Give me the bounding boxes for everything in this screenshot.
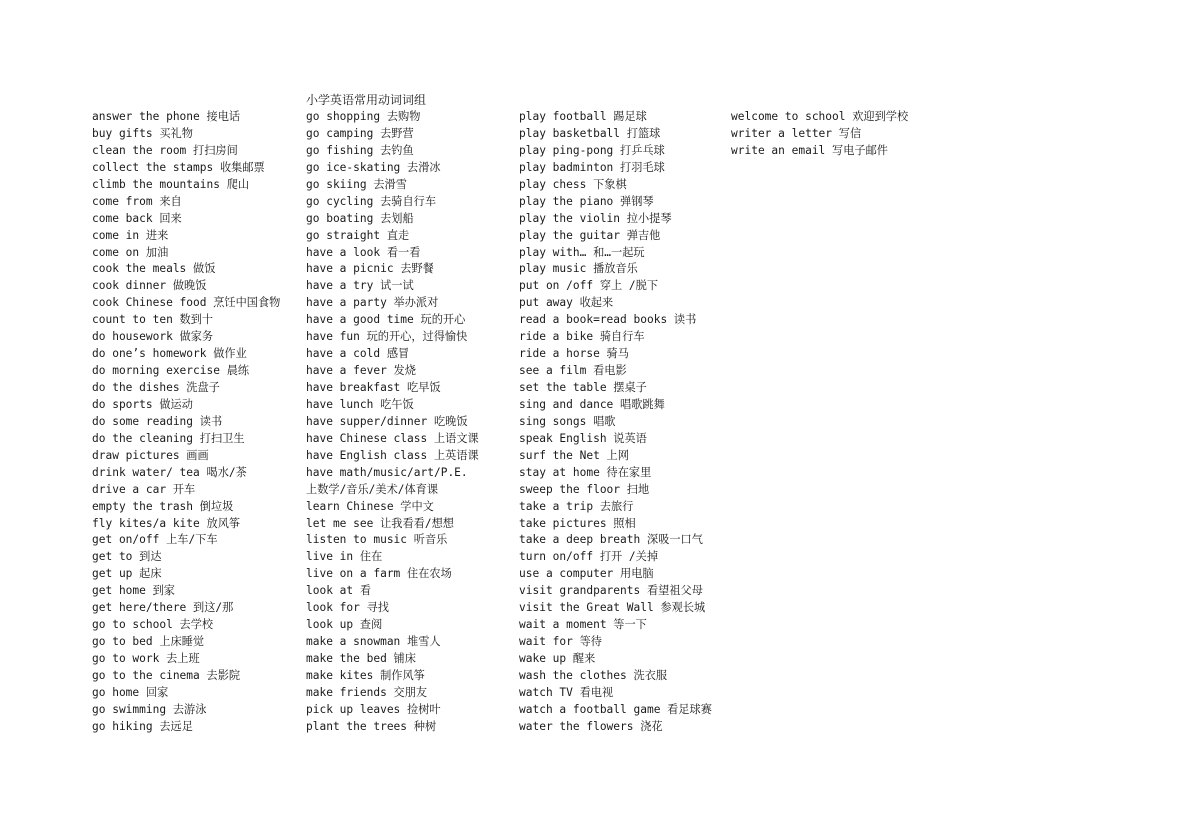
phrase-entry: go to work 去上班 <box>92 652 200 665</box>
phrase-entry: go camping 去野营 <box>306 126 414 140</box>
phrase-entry: make the bed 铺床 <box>306 652 416 665</box>
phrase-entry: look up 查阅 <box>306 618 383 632</box>
phrase-entry: collect the stamps 收集邮票 <box>92 160 265 174</box>
phrase-entry: play with… 和…一起玩 <box>519 245 645 259</box>
phrase-entry: come in 进来 <box>92 228 169 242</box>
phrase-entry: get on/off 上车/下车 <box>92 533 218 547</box>
phrase-entry: ride a bike 骑自行车 <box>519 330 645 344</box>
phrase-entry: pick up leaves 捡树叶 <box>306 702 441 716</box>
phrase-entry: play ping-pong 打乒乓球 <box>519 143 665 157</box>
phrase-entry: go to the cinema 去影院 <box>92 668 241 682</box>
phrase-entry: live in 住在 <box>306 550 383 564</box>
phrase-entry: get up 起床 <box>92 567 162 581</box>
phrase-entry: take a deep breath 深吸一口气 <box>519 533 703 547</box>
phrase-entry: go swimming 去游泳 <box>92 702 207 716</box>
phrase-column-3 <box>519 109 729 736</box>
phrase-entry: visit the Great Wall 参观长城 <box>519 601 706 615</box>
phrase-entry: stay at home 待在家里 <box>519 465 652 479</box>
phrase-entry: get to 到达 <box>92 550 162 564</box>
phrase-entry: watch TV 看电视 <box>519 685 614 699</box>
phrase-entry: go straight 直走 <box>306 228 410 242</box>
phrase-entry: set the table 摆桌子 <box>519 381 647 394</box>
phrase-entry: make friends 交朋友 <box>306 685 428 699</box>
phrase-entry: have a fever 发烧 <box>306 364 416 378</box>
phrase-entry: draw pictures 画画 <box>92 448 209 462</box>
phrase-entry: welcome to school 欢迎到学校 <box>731 110 909 123</box>
phrase-entry: clean the room 打扫房间 <box>92 143 238 157</box>
phrase-entry: learn Chinese 学中文 <box>306 499 434 513</box>
phrase-entry: wait a moment 等一下 <box>519 618 647 632</box>
phrase-entry: play football 踢足球 <box>519 110 647 123</box>
phrase-entry: visit grandparents 看望祖父母 <box>519 584 703 598</box>
phrase-entry: live on a farm 住在农场 <box>306 567 452 581</box>
phrase-entry: have supper/dinner 吃晚饭 <box>306 414 468 428</box>
phrase-entry: let me see 让我看看/想想 <box>306 516 454 530</box>
phrase-entry: play the piano 弹钢琴 <box>519 194 654 208</box>
phrase-entry: sing songs 唱歌 <box>519 414 616 428</box>
phrase-entry: have fun 玩的开心，过得愉快 <box>306 330 468 344</box>
phrase-entry: 上数学/音乐/美术/体育课 <box>306 482 439 496</box>
phrase-entry: make a snowman 堆雪人 <box>306 635 441 649</box>
phrase-entry: ride a horse 骑马 <box>519 347 629 361</box>
phrase-entry: go to bed 上床睡觉 <box>92 635 205 649</box>
phrase-entry: see a film 看电影 <box>519 364 627 378</box>
phrase-entry: have English class 上英语课 <box>306 448 479 462</box>
phrase-entry: cook Chinese food 烹饪中国食物 <box>92 296 281 310</box>
phrase-entry: go ice-skating 去滑冰 <box>306 160 441 174</box>
phrase-entry: read a book=read books 读书 <box>519 313 697 327</box>
phrase-entry: go fishing 去钓鱼 <box>306 143 414 157</box>
page-title: 小学英语常用动词词组 <box>306 93 427 107</box>
phrase-entry: have a try 试一试 <box>306 279 414 293</box>
phrase-entry: turn on/off 打开 /关掉 <box>519 550 659 564</box>
phrase-entry: play music 播放音乐 <box>519 262 638 276</box>
phrase-entry: cook the meals 做饭 <box>92 262 216 276</box>
phrase-entry: have lunch 吃午饭 <box>306 397 414 411</box>
phrase-entry: go cycling 去骑自行车 <box>306 194 437 208</box>
phrase-entry: go shopping 去购物 <box>306 110 421 123</box>
phrase-entry: answer the phone 接电话 <box>92 110 241 123</box>
phrase-entry: do the dishes 洗盘子 <box>92 381 220 394</box>
phrase-entry: count to ten 数到十 <box>92 313 214 327</box>
phrase-entry: speak English 说英语 <box>519 431 647 445</box>
phrase-entry: come on 加油 <box>92 245 169 259</box>
phrase-entry: writer a letter 写信 <box>731 126 862 140</box>
phrase-entry: have a party 举办派对 <box>306 296 439 310</box>
phrase-entry: do one’s homework 做作业 <box>92 347 247 361</box>
phrase-entry: have Chinese class 上语文课 <box>306 431 479 445</box>
phrase-entry: go to school 去学校 <box>92 618 214 632</box>
phrase-entry: sing and dance 唱歌跳舞 <box>519 397 665 411</box>
phrase-entry: have breakfast 吃早饭 <box>306 381 441 394</box>
phrase-entry: climb the mountains 爬山 <box>92 177 250 191</box>
phrase-entry: play chess 下象棋 <box>519 177 627 191</box>
phrase-entry: look for 寻找 <box>306 601 389 615</box>
phrase-entry: plant the trees 种树 <box>306 719 437 733</box>
phrase-entry: play the violin 拉小提琴 <box>519 211 672 225</box>
phrase-entry: use a computer 用电脑 <box>519 567 654 581</box>
phrase-entry: have math/music/art/P.E. <box>306 465 468 479</box>
phrase-entry: wake up 醒来 <box>519 652 596 665</box>
phrase-entry: do some reading 读书 <box>92 414 223 428</box>
phrase-entry: listen to music 听音乐 <box>306 533 448 547</box>
phrase-entry: put on /off 穿上 /脱下 <box>519 279 659 293</box>
phrase-column-2 <box>306 109 516 736</box>
phrase-entry: have a look 看一看 <box>306 245 421 259</box>
phrase-entry: come from 来自 <box>92 194 182 208</box>
phrase-column-4 <box>731 109 941 160</box>
phrase-entry: have a good time 玩的开心 <box>306 313 466 327</box>
phrase-entry: cook dinner 做晚饭 <box>92 279 207 293</box>
phrase-entry: take a trip 去旅行 <box>519 499 634 513</box>
phrase-entry: have a cold 感冒 <box>306 347 410 361</box>
phrase-entry: have a picnic 去野餐 <box>306 262 434 276</box>
phrase-entry: do sports 做运动 <box>92 397 193 411</box>
phrase-entry: buy gifts 买礼物 <box>92 126 193 140</box>
phrase-entry: sweep the floor 扫地 <box>519 482 650 496</box>
phrase-entry: empty the trash 倒垃圾 <box>92 499 234 513</box>
phrase-entry: come back 回来 <box>92 211 182 225</box>
phrase-column-1 <box>92 109 302 736</box>
phrase-entry: do morning exercise 晨练 <box>92 364 250 378</box>
phrase-entry: water the flowers 浇花 <box>519 719 663 733</box>
phrase-entry: write an email 写电子邮件 <box>731 143 888 157</box>
phrase-entry: fly kites/a kite 放风筝 <box>92 516 241 530</box>
phrase-entry: get here/there 到这/那 <box>92 601 234 615</box>
phrase-entry: drive a car 开车 <box>92 482 196 496</box>
phrase-entry: take pictures 照相 <box>519 516 636 530</box>
phrase-entry: wait for 等待 <box>519 635 602 649</box>
phrase-entry: go home 回家 <box>92 685 169 699</box>
phrase-entry: watch a football game 看足球赛 <box>519 702 712 716</box>
phrase-entry: play the guitar 弹吉他 <box>519 228 661 242</box>
phrase-entry: make kites 制作风筝 <box>306 668 425 682</box>
phrase-entry: do the cleaning 打扫卫生 <box>92 431 245 445</box>
phrase-entry: play badminton 打羽毛球 <box>519 160 665 174</box>
phrase-entry: go skiing 去滑雪 <box>306 177 407 191</box>
phrase-entry: surf the Net 上网 <box>519 448 629 462</box>
phrase-entry: drink water/ tea 喝水/茶 <box>92 465 247 479</box>
phrase-entry: wash the clothes 洗衣服 <box>519 668 668 682</box>
phrase-entry: look at 看 <box>306 584 372 598</box>
phrase-entry: do housework 做家务 <box>92 330 214 344</box>
phrase-entry: go boating 去划船 <box>306 211 414 225</box>
phrase-entry: play basketball 打篮球 <box>519 126 661 140</box>
phrase-entry: go hiking 去远足 <box>92 719 193 733</box>
phrase-entry: get home 到家 <box>92 584 175 598</box>
phrase-entry: put away 收起来 <box>519 296 614 310</box>
